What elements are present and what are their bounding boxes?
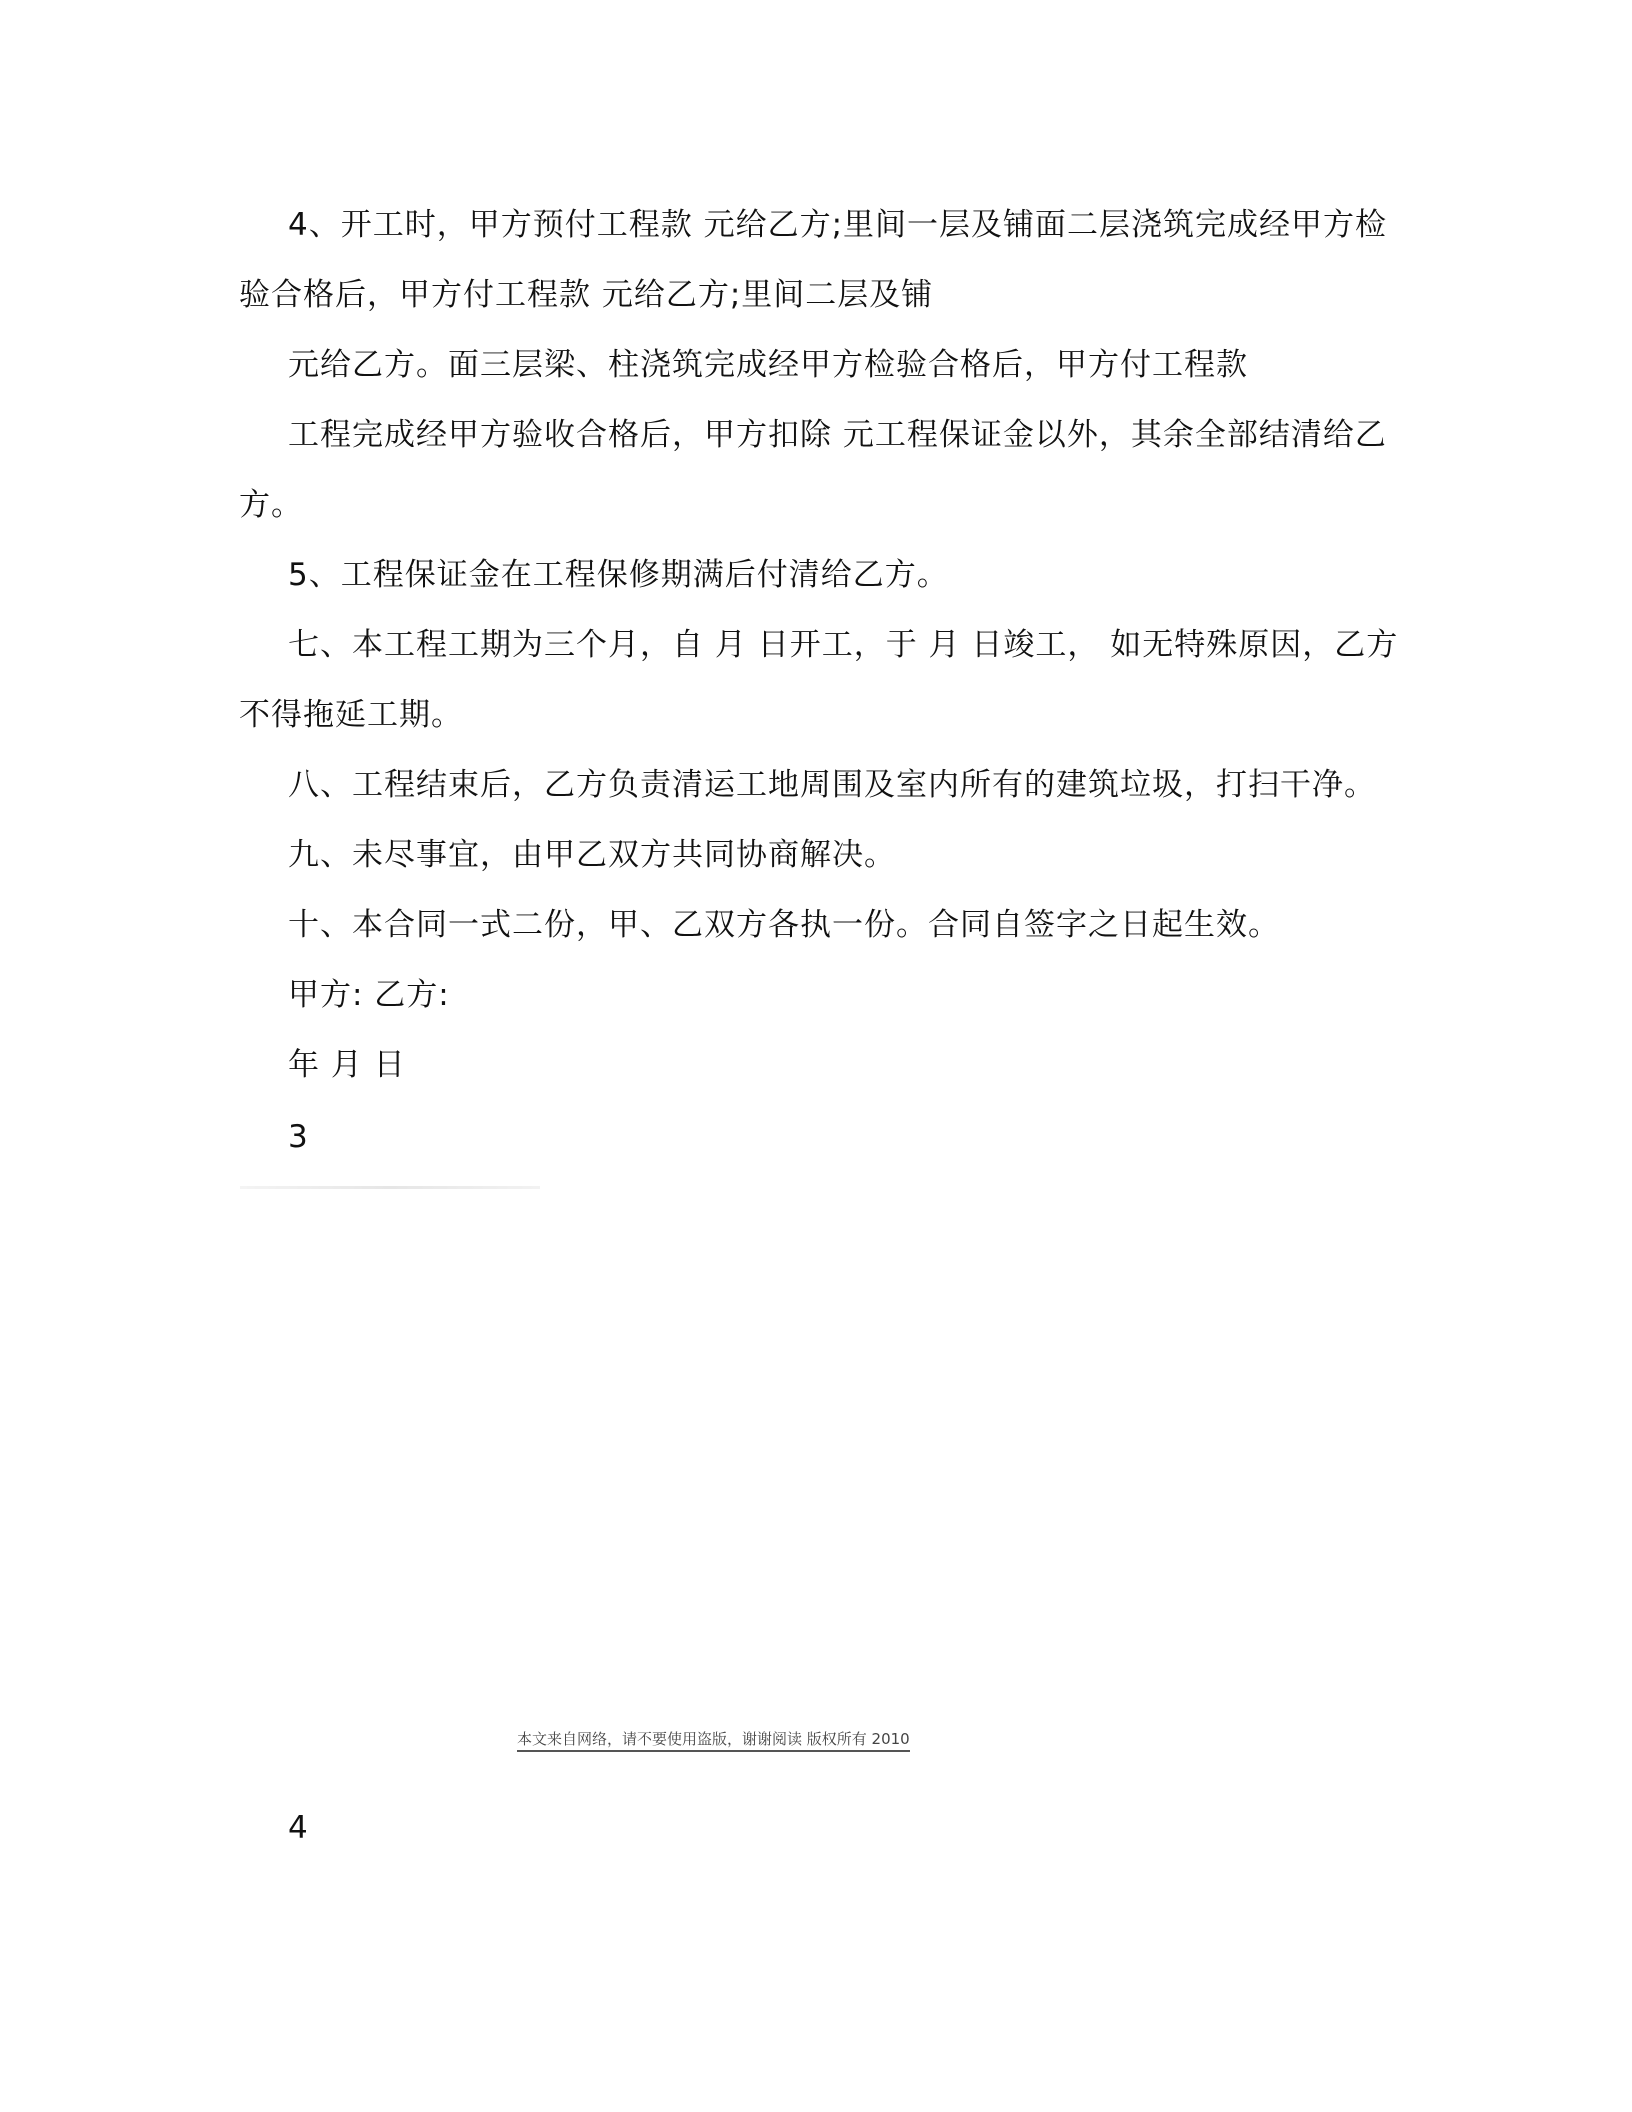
paragraph-4-line-5: 方。 <box>239 487 303 523</box>
signature-parties: 甲方: 乙方: <box>288 977 450 1013</box>
paragraph-4-line-2: 验合格后，甲方付工程款 元给乙方;里间二层及铺 <box>239 277 934 313</box>
clause-10: 十、本合同一式二份，甲、乙双方各执一份。合同自签字之日起生效。 <box>288 907 1280 943</box>
footer-note: 本文来自网络，请不要使用盗版，谢谢阅读 版权所有 2010 <box>517 1729 910 1752</box>
clause-8: 八、工程结束后，乙方负责清运工地周围及室内所有的建筑垃圾，打扫干净。 <box>288 767 1376 803</box>
paragraph-4-line-4: 工程完成经甲方验收合格后，甲方扣除 元工程保证金以外，其余全部结清给乙 <box>288 417 1387 453</box>
page-number: 4 <box>288 1810 308 1846</box>
paragraph-4-line-1: 4、开工时，甲方预付工程款 元给乙方;里间一层及铺面二层浇筑完成经甲方检 <box>288 207 1388 243</box>
paragraph-5: 5、工程保证金在工程保修期满后付清给乙方。 <box>288 557 949 593</box>
clause-9: 九、未尽事宜，由甲乙双方共同协商解决。 <box>288 837 896 873</box>
clause-7-line-2: 不得拖延工期。 <box>239 697 463 733</box>
signature-date: 年 月 日 <box>288 1047 406 1083</box>
paragraph-4-line-3: 元给乙方。面三层梁、柱浇筑完成经甲方检验合格后，甲方付工程款 <box>288 347 1248 383</box>
divider <box>240 1186 540 1189</box>
page-number: 3 <box>288 1119 308 1155</box>
clause-7-line-1: 七、本工程工期为三个月，自 月 日开工，于 月 日竣工， 如无特殊原因，乙方 <box>288 627 1399 663</box>
